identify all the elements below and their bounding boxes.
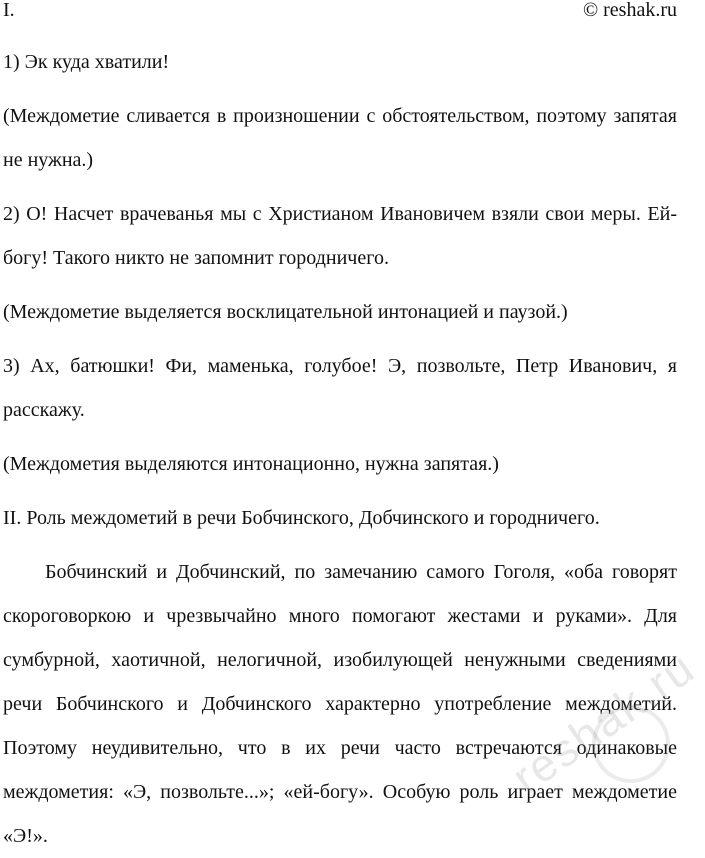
- document-body: [3, 40, 677, 858]
- example-1: 1) Эк куда хватили!: [3, 51, 170, 73]
- copyright-label: © reshak.ru: [582, 0, 677, 21]
- section-label: I.: [3, 0, 15, 21]
- explanation-2: (Междометие выделяется восклицательной интонацией и паузой.): [3, 301, 568, 323]
- watermark: reshak.ru: [502, 640, 705, 804]
- explanation-3: (Междометия выделяются интонационно, нужна запятая.): [3, 453, 499, 475]
- section-2-heading: II. Роль междометий в речи Бобчинского, Добчинского и городничего.: [3, 507, 600, 529]
- example-3: 3) Ах, батюшки! Фи, маменька, голубое! Э, позвольте, Петр Иванович, я расскажу.: [3, 355, 677, 421]
- example-2: 2) О! Насчет врачеванья мы с Христианом Ивановичем взяли свои меры. Ей-богу! Такого никто не запомнит городничего.: [3, 203, 677, 269]
- analysis-paragraph: Бобчинский и Добчинский, по замечанию самого Гоголя, «оба говорят скороговоркою и чрезвычайно много помогают жестами и руками». Для сумбурной, хаотичной, нелогичной, изобилующей ненужными сведениями речи Бобчинского и Добчинского характерно употребление междометий. Поэтому неудивительно, что в их речи часто встречаются одинаковые междометия: «Э, позвольте...»; «ей-богу». Особую роль играет междометие «Э!».: [3, 561, 677, 847]
- watermark-circle: [592, 705, 670, 783]
- explanation-1: (Междометие сливается в произношении с обстоятельством, поэтому запятая не нужна.): [3, 105, 677, 171]
- header: [3, 0, 677, 24]
